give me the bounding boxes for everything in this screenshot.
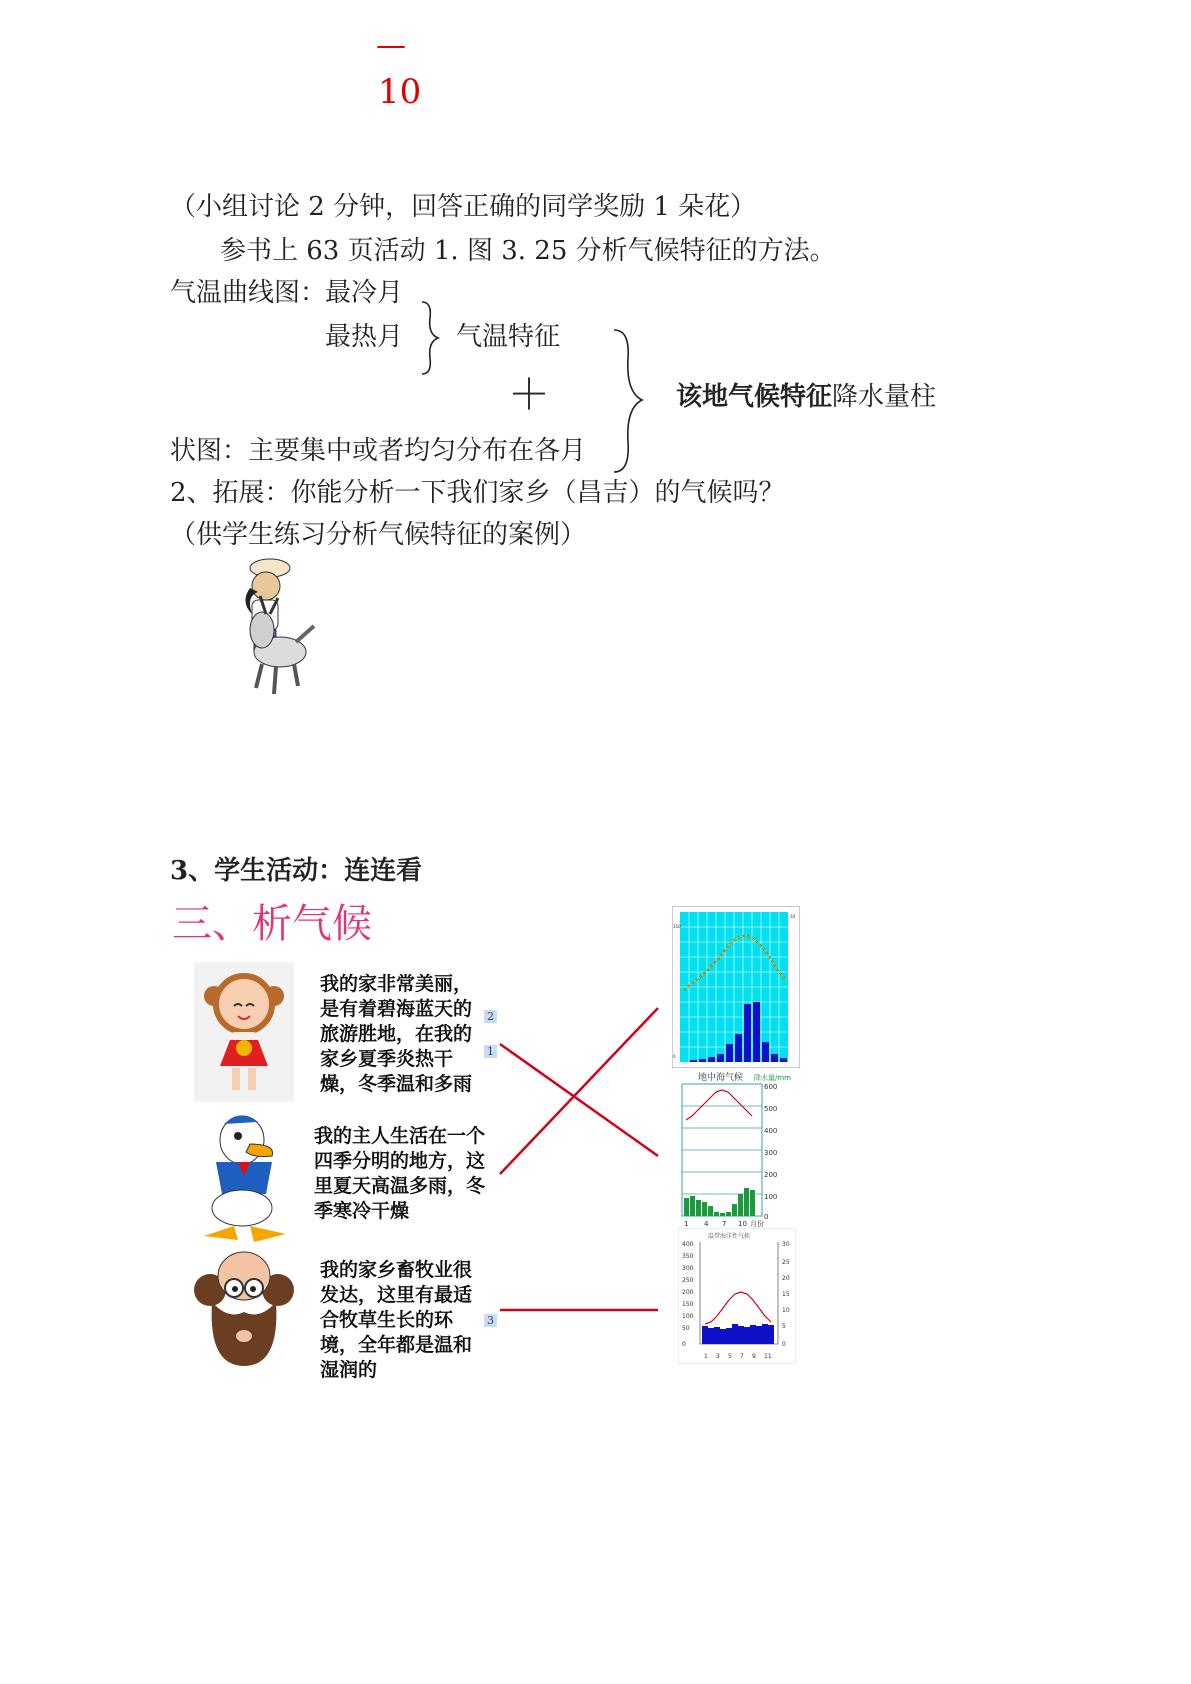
chart2-rtick-6: 0 (764, 1213, 769, 1221)
coldest-month: 最冷月 (325, 278, 404, 308)
story-1-tag-b: 1 (484, 1045, 497, 1058)
chart3-rtick-2: 20 (782, 1275, 790, 1282)
chart3-title: 温带海洋性气候 (708, 1233, 751, 1240)
climate-feature-line (676, 376, 936, 413)
chart3-xtick-3: 7 (740, 1353, 744, 1360)
match-line-2 (500, 1008, 658, 1174)
story-3 (320, 1258, 490, 1383)
slide-title: 三、析气候 (172, 901, 372, 947)
climate-chart-1 (672, 906, 800, 1068)
chart2-rtick-3: 300 (764, 1149, 778, 1157)
chart2-xtick-1: 4 (704, 1220, 709, 1228)
page-number: 10 (378, 72, 422, 112)
chart3-ltick-3: 250 (682, 1277, 694, 1284)
hottest-month: 最热月 (325, 322, 404, 352)
chart2-xtick-2: 7 (722, 1220, 727, 1228)
climate-feature-bold: 该地气候特征 (676, 382, 833, 412)
large-brace-icon (608, 328, 648, 474)
reference-line: 参书上 63 页活动 1. 图 3. 25 分析气候特征的方法。 (220, 236, 836, 266)
chart3-rtick-6: 0 (782, 1341, 786, 1348)
activity-title: 3、学生活动：连连看 (170, 856, 423, 886)
chart2-xtick-0: 1 (684, 1220, 689, 1228)
chart3-ltick-0: 400 (682, 1241, 694, 1248)
chart3-ltick-8: 0 (682, 1341, 686, 1348)
story-2-text: 我的主人生活在一个四季分明的地方，这里夏天高温多雨，冬季寒冷干燥 (314, 1125, 486, 1222)
header-dash: — (376, 28, 406, 63)
story-3-tag: 3 (484, 1314, 497, 1327)
donkey-rider-illustration (210, 556, 325, 701)
girl-character (194, 962, 294, 1102)
chart2-xtick-4: 月份 (750, 1220, 764, 1228)
chart3-rtick-1: 25 (782, 1259, 790, 1266)
chart3-ltick-5: 150 (682, 1301, 694, 1308)
chart3-ltick-2: 300 (682, 1265, 694, 1272)
chart3-rtick-3: 15 (782, 1291, 790, 1298)
plus-sign: ＋ (508, 370, 551, 419)
chart2-rtick-4: 200 (764, 1171, 778, 1179)
chart3-ltick-6: 100 (682, 1313, 694, 1320)
chart3-xtick-0: 1 (704, 1353, 708, 1360)
chart2-unit: 降水量/mm (754, 1074, 791, 1082)
temp-feature: 气温特征 (456, 322, 561, 352)
climate-chart-2 (676, 1070, 806, 1230)
match-line-1 (500, 1044, 658, 1156)
story-2 (314, 1124, 490, 1224)
chart1-left-tick: 350 (673, 924, 681, 929)
extension-question: 2、拓展：你能分析一下我们家乡（昌吉）的气候吗？ (170, 478, 785, 508)
precip-description: 状图：主要集中或者均匀分布在各月 (170, 436, 587, 466)
precip-bar-label: 降水量柱 (832, 382, 937, 412)
chart3-ltick-4: 200 (682, 1289, 694, 1296)
bearded-man-character (194, 1240, 294, 1370)
story-3-text: 我的家乡畜牧业很发达，这里有最适合牧草生长的环境，全年都是温和湿润的 (320, 1259, 473, 1381)
discussion-note: （小组讨论 2 分钟，回答正确的同学奖励 1 朵花） (170, 192, 757, 222)
chart3-rtick-5: 5 (782, 1323, 786, 1330)
chart3-xtick-5: 11 (764, 1353, 772, 1360)
chart2-rtick-5: 100 (764, 1193, 778, 1201)
chart2-rtick-0: 600 (764, 1083, 778, 1091)
chart3-xtick-4: 9 (752, 1353, 756, 1360)
story-1-tag-a: 2 (484, 1010, 497, 1023)
chart2-title: 地中海气候 (698, 1073, 744, 1083)
story-1-text: 我的家非常美丽，是有着碧海蓝天的旅游胜地，在我的家乡夏季炎热干燥，冬季温和多雨 (320, 973, 473, 1095)
chart3-xtick-1: 3 (716, 1353, 720, 1360)
small-brace-icon (418, 300, 442, 376)
chart3-ltick-7: 50 (682, 1325, 690, 1332)
chart1-right-tick: 30 (790, 914, 796, 919)
chart2-rtick-1: 500 (764, 1105, 778, 1113)
climate-chart-3 (678, 1228, 796, 1364)
chart2-xtick-3: 10 (738, 1220, 747, 1228)
chart3-xtick-2: 5 (728, 1353, 732, 1360)
duck-character (194, 1104, 294, 1244)
chart2-rtick-2: 400 (764, 1127, 778, 1135)
chart1-left-tick-zero: 0 (673, 1054, 676, 1059)
story-1 (320, 972, 490, 1097)
chart3-ltick-1: 350 (682, 1253, 694, 1260)
matching-lines (490, 1000, 670, 1320)
chart3-rtick-0: 30 (782, 1241, 790, 1248)
chart3-rtick-4: 10 (782, 1307, 790, 1314)
practice-note: （供学生练习分析气候特征的案例） (170, 520, 587, 550)
temp-curve-label: 气温曲线图： (170, 278, 327, 308)
